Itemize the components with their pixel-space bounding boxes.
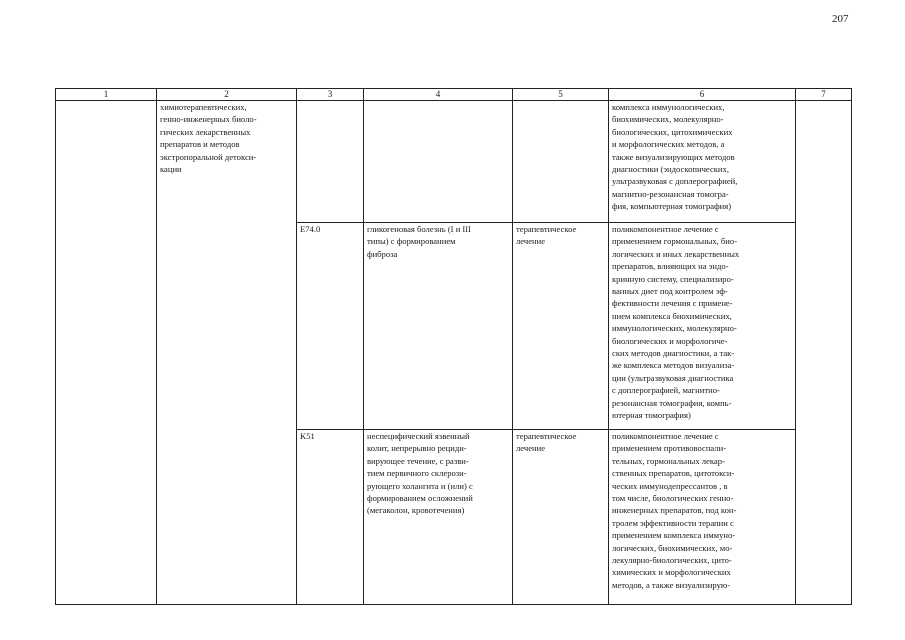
column-number: 1 (56, 89, 157, 101)
column-number: 6 (609, 89, 796, 101)
col2-cell (157, 101, 297, 605)
col7-cell (796, 101, 852, 605)
treatment-cell (513, 430, 609, 605)
column-number-row (56, 89, 852, 101)
disease-cell (364, 101, 513, 223)
treatment-cell (513, 101, 609, 223)
code-cell (297, 223, 364, 430)
method-cell (609, 101, 796, 223)
column-number: 4 (364, 89, 513, 101)
disease-text: неспецифический язвенный колит, непрерывно рециди- вирующее течение, с разви- тием первичного склерози- рующего холангита и (или) с формированием осложнений (мегаколон, кровотечения) (367, 431, 473, 516)
column-number: 3 (297, 89, 364, 101)
method-text: комплекса иммунологических, биохимических, молекулярно- биологических, цитохимических и морфологических методов, а также визуализирующих методов диагностики (эндоскопических, ультразвуковая с доплерографией, магнитно-резонансная томогра- фия, компьютерная томография) (612, 102, 738, 212)
page-number: 207 (832, 13, 849, 25)
table-row (56, 101, 852, 223)
method-cell (609, 223, 796, 430)
treatment-type: терапевтическое лечение (516, 224, 577, 247)
code-cell (297, 430, 364, 605)
treatment-type: терапевтическое лечение (516, 431, 577, 454)
disease-cell (364, 223, 513, 430)
medical-care-table (55, 88, 852, 605)
column-number: 5 (513, 89, 609, 101)
icd-code: K51 (300, 431, 315, 441)
method-text: поликомпонентное лечение с применением противовоспали- тельных, гормональных лекар- ственных препаратов, цитотокси- ческих иммунодепрессантов , в том числе, биологических генно- инженерных препаратов, под кон- тролем эффективности терапии с применением комплекса иммуно- логических, биохимических, мо- лекулярно-биологических, цито- химических и морфологических методов, а также визуализирую- (612, 431, 737, 590)
disease-text: гликогеновая болезнь (I и III типы) с формированием фиброза (367, 224, 472, 259)
col1-cell (56, 101, 157, 605)
column-number: 7 (796, 89, 852, 101)
icd-code: E74.0 (300, 224, 321, 234)
treatment-cell (513, 223, 609, 430)
treatment-group-text: химиотерапевтических, генно-инженерных биоло- гических лекарственных препаратов и методов экстропоральной детокси- кации (160, 102, 257, 175)
method-cell (609, 430, 796, 605)
column-number: 2 (157, 89, 297, 101)
disease-cell (364, 430, 513, 605)
method-text: поликомпонентное лечение с применением гормональных, био- логических и иных лекарственных препаратов, влияющих на эндо- кринную систему, специализиро- ванных диет под контролем эф- фективности лечения с примене- нием комплекса биохимических, иммунологических, молекулярно- биологических и морфологиче- ских методов диагностики, а так- же комплекса методов визуализа- ции (ультразвуковая диагностика с доплерографией, магнитно- резонансная томография, компь- ютерная томография) (612, 224, 740, 421)
code-cell (297, 101, 364, 223)
